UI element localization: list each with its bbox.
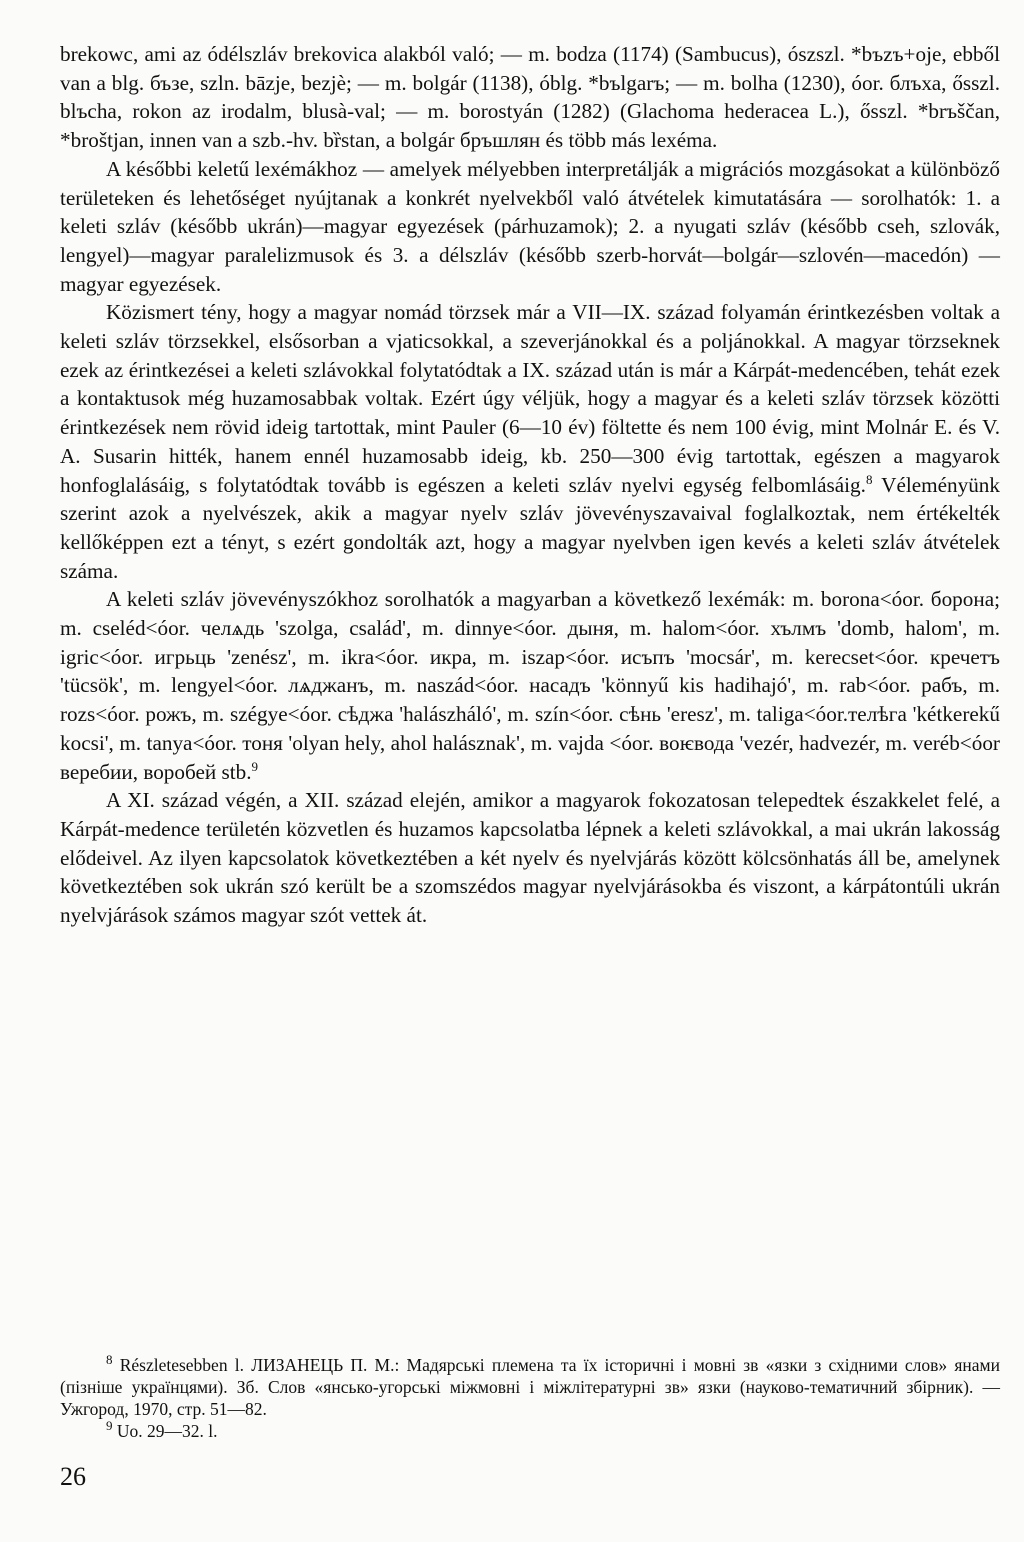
page-number: 26 xyxy=(60,1462,86,1491)
paragraph-4 xyxy=(60,585,1000,786)
footnote-8-text: Részletesebben l. ЛИЗАНЕЦЬ П. М.: Мадярські племена та їх історичні і мовні зв «язки з східними слов» янами (пізніше українцями). Зб. Слов «янсько-угорські міжмовні і міжлітературні зв» язки (науково-тематичний збірник). — Ужгород, 1970, стр. 51—82. xyxy=(60,1355,1000,1419)
paragraph-2: A későbbi keletű lexémákhoz — amelyek mélyebben interpretálják a migrációs mozgásokat a különböző területeken és lehetőséget nyújtanak a konkrét nyelvekből való átvételek kimutatására — sorolhatók: 1. a keleti szláv (később ukrán)—magyar egyezések (párhuzamok); 2. a nyugati szláv (később cseh, szlovák, lengyel)—magyar paralelizmusok és 3. a délszláv (később szerb-horvát—bolgár—szlovén—macedón) —magyar egyezések. xyxy=(60,156,1000,296)
paragraph-3-tail: Véleményünk szerint azok a nyelvészek, akik a magyar nyelv szláv jövevényszavaival foglalkoztak, nem értékelték kellőképpen ezt a tényt, s ezért gondolták azt, hogy a magyar nyelvben igen kevés a keleti szláv átvételek száma. xyxy=(60,472,1000,583)
footnote-8-number: 8 xyxy=(106,1352,113,1368)
footnote-9-text: Uo. 29—32. l. xyxy=(116,1421,218,1441)
paragraph-3 xyxy=(60,298,1000,585)
footnote-ref-8: 8 xyxy=(865,471,873,487)
paragraph-3-text: Közismert tény, hogy a magyar nomád törzsek már a VII—IX. század folyamán érintkezésben voltak a keleti szláv törzsekkel, elsősorban a vjaticsokkal, a szeverjánokkal és a poljánokkal. A magyar törzseknek ezek az érintkezései a keleti szlávokkal folytatódtak a IX. század után is már a Kárpát-medencében, tehát ezek a kontaktusok még huzamosabbak voltak. Ezért úgy véljük, hogy a magyar és a keleti szláv törzsek közötti érintkezések nem rövid ideig tartottak, mint Pauler (6—10 év) föltette és nem 100 évig, mint Molnár E. és V. A. Susarin hitték, hanem ennél huzamosabb ideig, kb. 250—300 évig tartottak, egészen a magyarok honfoglalásáig, s folytatódtak tovább is egészen a keleti szláv nyelvi egység felbomlásáig. xyxy=(60,300,1000,497)
footnote-8 xyxy=(60,1354,1000,1420)
paragraph-4-text: A keleti szláv jövevényszókhoz sorolhatók a magyarban a következő lexémák: m. borona<óor. борона; m. cseléd<óor. челѧдь 'szolga, család', m. dinnye<óor. дыня, m. halom<óor. хълмъ 'domb, halom', m. igric<óor. игрьць 'zenész', m. ikra<óor. икра, m. iszap<óor. исъпъ 'mocsár', m. kerecset<óor. кречетъ 'tücsök', m. lengyel<óor. лѧджанъ, m. naszád<óor. насадъ 'könnyű kis hadihajó', m. rab<óor. рабъ, m. rozs<óor. рожъ, m. szégye<óor. сѣджа 'halászháló', m. szín<óor. сѣнь 'eresz', m. taliga<óor.телѣга 'kétkerekű kocsi', m. tanya<óor. тоня 'olyan hely, ahol halásznak', m. vajda <óor. воѥвода 'vezér, hadvezér, m. veréb<óor веребии, воробей stb. xyxy=(60,587,1000,784)
footnote-9-number: 9 xyxy=(106,1418,113,1434)
footnote-9 xyxy=(60,1420,1000,1442)
footnote-ref-9: 9 xyxy=(251,758,259,774)
main-text xyxy=(60,40,1000,930)
footnotes xyxy=(60,1354,1000,1442)
paragraph-1: brekowc, ami az ódélszláv brekovica alakból való; — m. bodza (1174) (Sambucus), ószszl. *bъzъ+oje, ebből van a blg. бъзе, szln. bāzje, bezjè; — m. bolgár (1138), óblg. *bъlgarъ; — m. bolha (1230), óor. блъха, ősszl. blъcha, rokon az irodalm, blusà-val; — m. borostyán (1282) (Glachoma hederacea L.), ősszl. *brъščan, *broštjan, innen van a szb.-hv. bȑstan, a bolgár бръшлян és több más lexéma. xyxy=(60,42,1000,153)
paragraph-5: A XI. század végén, a XII. század elején, amikor a magyarok fokozatosan telepedtek északkelet felé, a Kárpát-medence területén közvetlen és huzamos kapcsolatba lépnek a keleti szlávokkal, a mai ukrán lakosság elődeivel. Az ilyen kapcsolatok következtében a két nyelv és nyelvjárás között kölcsönhatás áll be, amelynek következtében sok ukrán szó került be a szomszédos magyar nyelvjárásokba és viszont, a kárpátontúli ukrán nyelvjárások számos magyar szót vettek át. xyxy=(60,788,1000,928)
